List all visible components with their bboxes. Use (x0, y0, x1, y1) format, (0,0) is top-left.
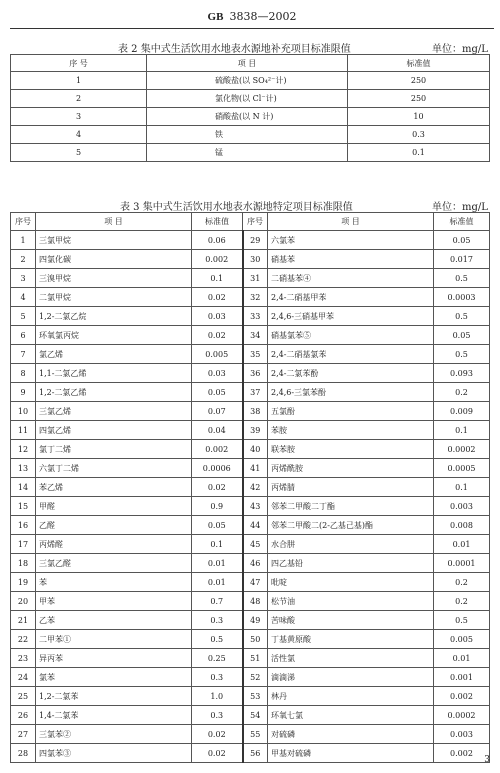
standard-value: 0.04 (192, 421, 243, 440)
item-name: 滴滴涕 (268, 668, 434, 687)
item-name: 二甲苯① (36, 630, 192, 649)
row-number: 21 (11, 611, 36, 630)
item-name: 丙烯酰胺 (268, 459, 434, 478)
table-row (11, 421, 490, 440)
standard-value: 0.01 (434, 535, 490, 554)
standard-value: 0.009 (434, 402, 490, 421)
row-number: 30 (243, 250, 268, 269)
table-row (11, 668, 490, 687)
table2-unit: 单位：mg/L (432, 44, 488, 55)
standard-value: 0.3 (192, 706, 243, 725)
row-number: 5 (11, 144, 147, 162)
row-number: 28 (11, 744, 36, 763)
row-number: 17 (11, 535, 36, 554)
item-name: 2,4-二硝基甲苯 (268, 288, 434, 307)
table-row (11, 364, 490, 383)
column-header: 项 目 (268, 213, 434, 231)
row-number: 3 (11, 108, 147, 126)
table-row (11, 250, 490, 269)
standard-value: 0.2 (434, 573, 490, 592)
standard-value: 250 (348, 72, 490, 90)
item-name: 三溴甲烷 (36, 269, 192, 288)
row-number: 10 (11, 402, 36, 421)
table-row (11, 725, 490, 744)
row-number: 15 (11, 497, 36, 516)
item-name: 三氯乙醛 (36, 554, 192, 573)
column-header: 标准值 (348, 55, 490, 72)
row-number: 31 (243, 269, 268, 288)
standard-value: 0.2 (434, 383, 490, 402)
standard-value: 0.1 (192, 269, 243, 288)
row-number: 20 (11, 592, 36, 611)
item-name: 甲醛 (36, 497, 192, 516)
item-name: 林丹 (268, 687, 434, 706)
table3-caption: 表 3 集中式生活饮用水地表水源地特定项目标准限值 (120, 202, 353, 213)
standard-value: 0.03 (192, 364, 243, 383)
table-row (11, 288, 490, 307)
row-number: 22 (11, 630, 36, 649)
row-number: 53 (243, 687, 268, 706)
item-name: 五氯酚 (268, 402, 434, 421)
item-name: 铁 (147, 126, 348, 144)
row-number: 26 (11, 706, 36, 725)
item-name: 氯丁二烯 (36, 440, 192, 459)
row-number: 7 (11, 345, 36, 364)
standard-value: 0.01 (434, 649, 490, 668)
standard-value: 250 (348, 90, 490, 108)
table-row (11, 706, 490, 725)
table-row (11, 126, 490, 144)
standard-value: 0.0002 (434, 706, 490, 725)
row-number: 13 (11, 459, 36, 478)
table-row (11, 402, 490, 421)
item-name: 吡啶 (268, 573, 434, 592)
item-name: 1,2-二氯乙烷 (36, 307, 192, 326)
row-number: 8 (11, 364, 36, 383)
row-number: 50 (243, 630, 268, 649)
table-row (11, 307, 490, 326)
item-name: 氯苯 (36, 668, 192, 687)
table-row (11, 383, 490, 402)
item-name: 丁基黄原酸 (268, 630, 434, 649)
table-row (11, 535, 490, 554)
table3-header-row (11, 213, 490, 231)
standard-number: 3838—2002 (229, 10, 297, 23)
row-number: 11 (11, 421, 36, 440)
standard-value: 0.093 (434, 364, 490, 383)
row-number: 3 (11, 269, 36, 288)
standard-value: 0.02 (192, 478, 243, 497)
table-row (11, 573, 490, 592)
standard-value: 0.5 (434, 611, 490, 630)
standard-value: 0.05 (192, 516, 243, 535)
column-header: 项 目 (36, 213, 192, 231)
row-number: 29 (243, 231, 268, 250)
row-number: 27 (11, 725, 36, 744)
table-row (11, 231, 490, 250)
column-header: 序号 (11, 213, 36, 231)
standard-value: 0.01 (192, 573, 243, 592)
row-number: 32 (243, 288, 268, 307)
row-number: 2 (11, 90, 147, 108)
row-number: 54 (243, 706, 268, 725)
standard-value: 1.0 (192, 687, 243, 706)
page-number: 3 (484, 755, 490, 765)
item-name: 甲苯 (36, 592, 192, 611)
standard-value: 0.0002 (434, 440, 490, 459)
table2-header-row (11, 55, 490, 72)
standard-value: 0.5 (434, 269, 490, 288)
document-header (10, 0, 494, 29)
row-number: 1 (11, 231, 36, 250)
row-number: 40 (243, 440, 268, 459)
item-name: 硝基苯 (268, 250, 434, 269)
item-name: 四氯乙烯 (36, 421, 192, 440)
table-row (11, 269, 490, 288)
table-row (11, 459, 490, 478)
item-name: 甲基对硫磷 (268, 744, 434, 763)
row-number: 4 (11, 288, 36, 307)
item-name: 乙醛 (36, 516, 192, 535)
standard-value: 0.07 (192, 402, 243, 421)
standard-value: 0.3 (192, 668, 243, 687)
standard-value: 0.01 (192, 554, 243, 573)
row-number: 51 (243, 649, 268, 668)
item-name: 六氯苯 (268, 231, 434, 250)
row-number: 19 (11, 573, 36, 592)
standard-value: 0.02 (192, 725, 243, 744)
row-number: 46 (243, 554, 268, 573)
standard-value: 0.0003 (434, 288, 490, 307)
item-name: 硫酸盐(以 SO₄²⁻计) (147, 72, 348, 90)
column-header: 标准值 (192, 213, 243, 231)
column-header: 序 号 (11, 55, 147, 72)
table-row (11, 326, 490, 345)
standard-value: 0.005 (434, 630, 490, 649)
row-number: 56 (243, 744, 268, 763)
table-row (11, 687, 490, 706)
row-number: 42 (243, 478, 268, 497)
item-name: 三氯苯② (36, 725, 192, 744)
item-name: 四氯化碳 (36, 250, 192, 269)
item-name: 氯化物(以 Cl⁻计) (147, 90, 348, 108)
row-number: 33 (243, 307, 268, 326)
column-header: 序号 (243, 213, 268, 231)
item-name: 1,2-二氯乙烯 (36, 383, 192, 402)
table-row (11, 72, 490, 90)
item-name: 苯胺 (268, 421, 434, 440)
standard-code: GB (207, 11, 224, 23)
row-number: 23 (11, 649, 36, 668)
row-number: 16 (11, 516, 36, 535)
standard-value: 0.001 (434, 668, 490, 687)
table3-unit: 单位：mg/L (432, 202, 488, 213)
standard-value: 0.05 (434, 326, 490, 345)
standard-value: 0.017 (434, 250, 490, 269)
row-number: 25 (11, 687, 36, 706)
table-row (11, 630, 490, 649)
row-number: 5 (11, 307, 36, 326)
table-row (11, 611, 490, 630)
item-name: 异丙苯 (36, 649, 192, 668)
row-number: 14 (11, 478, 36, 497)
item-name: 四乙基铅 (268, 554, 434, 573)
table3 (10, 212, 490, 763)
item-name: 1,4-二氯苯 (36, 706, 192, 725)
standard-value: 0.1 (434, 421, 490, 440)
row-number: 45 (243, 535, 268, 554)
standard-value: 0.02 (192, 744, 243, 763)
item-name: 邻苯二甲酸二(2-乙基己基)酯 (268, 516, 434, 535)
row-number: 35 (243, 345, 268, 364)
table-row (11, 744, 490, 763)
table-row (11, 90, 490, 108)
row-number: 6 (11, 326, 36, 345)
row-number: 2 (11, 250, 36, 269)
standard-value: 0.7 (192, 592, 243, 611)
item-name: 松节油 (268, 592, 434, 611)
item-name: 2,4-二氯苯酚 (268, 364, 434, 383)
standard-value: 0.05 (192, 383, 243, 402)
item-name: 氯乙烯 (36, 345, 192, 364)
row-number: 36 (243, 364, 268, 383)
standard-value: 0.02 (192, 326, 243, 345)
standard-value: 0.5 (434, 307, 490, 326)
standard-value: 0.002 (192, 440, 243, 459)
standard-value: 0.002 (192, 250, 243, 269)
item-name: 2,4,6-三硝基甲苯 (268, 307, 434, 326)
item-name: 六氯丁二烯 (36, 459, 192, 478)
row-number: 37 (243, 383, 268, 402)
standard-value: 0.02 (192, 288, 243, 307)
item-name: 活性氯 (268, 649, 434, 668)
table-row (11, 108, 490, 126)
row-number: 39 (243, 421, 268, 440)
row-number: 49 (243, 611, 268, 630)
standard-value: 0.0006 (192, 459, 243, 478)
table-row (11, 592, 490, 611)
table-row (11, 440, 490, 459)
row-number: 12 (11, 440, 36, 459)
item-name: 1,2-二氯苯 (36, 687, 192, 706)
row-number: 38 (243, 402, 268, 421)
row-number: 41 (243, 459, 268, 478)
item-name: 硝酸盐(以 N 计) (147, 108, 348, 126)
standard-value: 0.002 (434, 687, 490, 706)
row-number: 9 (11, 383, 36, 402)
standard-value: 0.03 (192, 307, 243, 326)
item-name: 2,4,6-三氯苯酚 (268, 383, 434, 402)
item-name: 三氯乙烯 (36, 402, 192, 421)
item-name: 丙烯醛 (36, 535, 192, 554)
table-row (11, 144, 490, 162)
standard-value: 0.0005 (434, 459, 490, 478)
item-name: 环氧七氯 (268, 706, 434, 725)
item-name: 联苯胺 (268, 440, 434, 459)
row-number: 18 (11, 554, 36, 573)
column-header: 项 目 (147, 55, 348, 72)
row-number: 1 (11, 72, 147, 90)
item-name: 四氯苯③ (36, 744, 192, 763)
standard-value: 0.9 (192, 497, 243, 516)
standard-value: 0.06 (192, 231, 243, 250)
standard-value: 0.0001 (434, 554, 490, 573)
table-row (11, 478, 490, 497)
standard-value: 0.003 (434, 497, 490, 516)
standard-value: 0.5 (434, 345, 490, 364)
table-row (11, 497, 490, 516)
item-name: 水合肼 (268, 535, 434, 554)
row-number: 47 (243, 573, 268, 592)
standard-value: 0.002 (434, 744, 490, 763)
standard-value: 0.3 (348, 126, 490, 144)
item-name: 1,1-二氯乙烯 (36, 364, 192, 383)
table2 (10, 54, 490, 162)
standard-value: 0.25 (192, 649, 243, 668)
item-name: 邻苯二甲酸二丁酯 (268, 497, 434, 516)
row-number: 55 (243, 725, 268, 744)
item-name: 苦味酸 (268, 611, 434, 630)
column-header: 标准值 (434, 213, 490, 231)
item-name: 丙烯腈 (268, 478, 434, 497)
standard-value: 0.05 (434, 231, 490, 250)
standard-value: 0.005 (192, 345, 243, 364)
standard-value: 0.1 (192, 535, 243, 554)
table-row (11, 516, 490, 535)
standard-value: 10 (348, 108, 490, 126)
item-name: 锰 (147, 144, 348, 162)
table-row (11, 554, 490, 573)
item-name: 乙苯 (36, 611, 192, 630)
standard-value: 0.5 (192, 630, 243, 649)
standard-value: 0.003 (434, 725, 490, 744)
table-row (11, 345, 490, 364)
item-name: 苯 (36, 573, 192, 592)
row-number: 52 (243, 668, 268, 687)
item-name: 二氯甲烷 (36, 288, 192, 307)
item-name: 环氧氯丙烷 (36, 326, 192, 345)
item-name: 二硝基苯④ (268, 269, 434, 288)
standard-value: 0.008 (434, 516, 490, 535)
standard-value: 0.1 (434, 478, 490, 497)
row-number: 48 (243, 592, 268, 611)
row-number: 34 (243, 326, 268, 345)
standard-value: 0.3 (192, 611, 243, 630)
table2-caption: 表 2 集中式生活饮用水地表水源地补充项目标准限值 (118, 44, 351, 55)
standard-value: 0.2 (434, 592, 490, 611)
item-name: 苯乙烯 (36, 478, 192, 497)
table-row (11, 649, 490, 668)
item-name: 三氯甲烷 (36, 231, 192, 250)
row-number: 43 (243, 497, 268, 516)
item-name: 对硫磷 (268, 725, 434, 744)
item-name: 2,4-二硝基氯苯 (268, 345, 434, 364)
row-number: 44 (243, 516, 268, 535)
item-name: 硝基氯苯⑤ (268, 326, 434, 345)
row-number: 4 (11, 126, 147, 144)
row-number: 24 (11, 668, 36, 687)
standard-value: 0.1 (348, 144, 490, 162)
